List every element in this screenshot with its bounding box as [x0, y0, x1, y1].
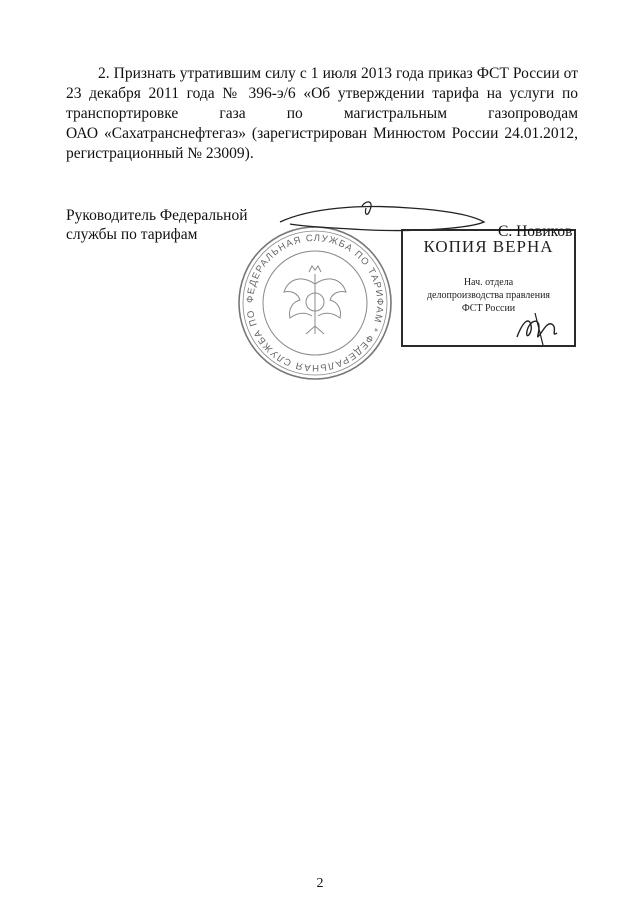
paragraph-line: регистрационный № 23009).: [66, 145, 254, 162]
seal-outer-text: ФЕДЕРАЛЬНАЯ СЛУЖБА ПО ТАРИФАМ * ФЕДЕРАЛЬНАЯ СЛУЖБА ПО: [244, 232, 386, 374]
paragraph-line: 2. Признать утратившим силу с 1 июля 2013 года приказ ФСТ России от: [98, 65, 578, 82]
signer-position-line: Руководитель Федеральной: [66, 207, 248, 224]
seal-graphic: [234, 222, 396, 384]
stamp-signature: [513, 311, 563, 347]
paragraph-line: 23 декабря 2011 года № 396-э/6 «Об утверждении тарифа на услуги по: [66, 85, 578, 102]
paragraph-line: транспортировке газа по магистральным газопроводам: [66, 105, 578, 122]
paragraph-2: [66, 64, 578, 164]
stamp-line: Нач. отдела: [463, 277, 514, 288]
svg-text:ФЕДЕРАЛЬНАЯ СЛУЖБА ПО ТАРИФАМ: [234, 222, 385, 373]
paragraph-line: ОАО «Сахатранснефтегаз» (зарегистрирован Минюстом России 24.01.2012,: [66, 125, 578, 142]
signer-position-line: службы по тарифам: [66, 226, 198, 243]
stamp-title: КОПИЯ ВЕРНА: [423, 237, 554, 256]
page-number: 2: [316, 876, 324, 891]
official-seal: [234, 222, 396, 384]
copy-certification-stamp: [401, 229, 576, 347]
signer-name: С. Новиков: [498, 223, 573, 240]
stamp-line: ФСТ России: [461, 303, 516, 314]
stamp-line: делопроизводства правления: [426, 290, 551, 301]
signer-position: [66, 206, 248, 244]
